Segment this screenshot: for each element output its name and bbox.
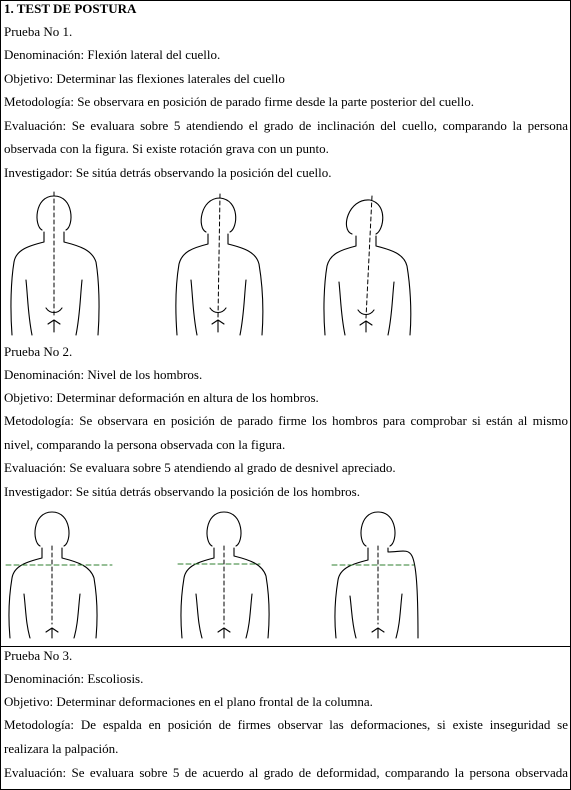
section-divider xyxy=(0,646,571,647)
test1-evaluacion-line1: Evaluación: Se evaluara sobre 5 atendiendo el grado de inclinación del cuello, comparando la persona xyxy=(4,118,568,133)
test3-denominacion: Denominación: Escoliosis. xyxy=(4,671,144,686)
shoulder-figure-strong-drop xyxy=(330,506,430,640)
shoulder-figure-slight-drop xyxy=(176,506,276,640)
test2-investigador: Investigador: Se sitúa detrás observando la posición de los hombros. xyxy=(4,484,360,499)
test1-metodologia: Metodología: Se observara en posición de parado firme desde la parte posterior del cuello. xyxy=(4,94,475,109)
test2-objetivo: Objetivo: Determinar deformación en altura de los hombros. xyxy=(4,390,319,405)
page-title: 1. TEST DE POSTURA xyxy=(4,1,137,16)
test3-metodologia-line1: Metodología: De espalda en posición de firmes observar las deformaciones, si existe inseguridad se xyxy=(4,717,568,732)
test3-evaluacion-line1: Evaluación: Se evaluara sobre 5 de acuerdo al grado de deformidad, comparando la persona observada xyxy=(4,765,568,780)
test3-metodologia-line2: realizara la palpación. xyxy=(4,741,119,756)
test1-denominacion: Denominación: Flexión lateral del cuello. xyxy=(4,47,221,62)
test1-heading: Prueba No 1. xyxy=(4,24,73,39)
test1-objetivo: Objetivo: Determinar las flexiones laterales del cuello xyxy=(4,71,285,86)
test2-metodologia-line1: Metodología: Se observara en posición de parado firme los hombros para comprobar si están al mismo xyxy=(4,413,568,428)
test2-evaluacion: Evaluación: Se evaluara sobre 5 atendiendo al grado de desnivel apreciado. xyxy=(4,460,396,475)
test2-metodologia-line2: nivel, comparando la persona observada con la figura. xyxy=(4,437,286,452)
test3-objetivo: Objetivo: Determinar deformaciones en el plano frontal de la columna. xyxy=(4,694,373,709)
test2-denominacion: Denominación: Nivel de los hombros. xyxy=(4,367,203,382)
neck-figure-tilt-slight xyxy=(170,190,268,338)
test2-heading: Prueba No 2. xyxy=(4,344,73,359)
test1-evaluacion-line2: observada con la figura. Si existe rotación grava con un punto. xyxy=(4,141,329,156)
neck-figure-tilt-strong xyxy=(318,190,416,338)
shoulder-figure-level xyxy=(4,506,114,640)
test3-heading: Prueba No 3. xyxy=(4,648,73,663)
neck-figure-straight xyxy=(6,190,104,338)
test1-investigador: Investigador: Se sitúa detrás observando la posición del cuello. xyxy=(4,165,332,180)
